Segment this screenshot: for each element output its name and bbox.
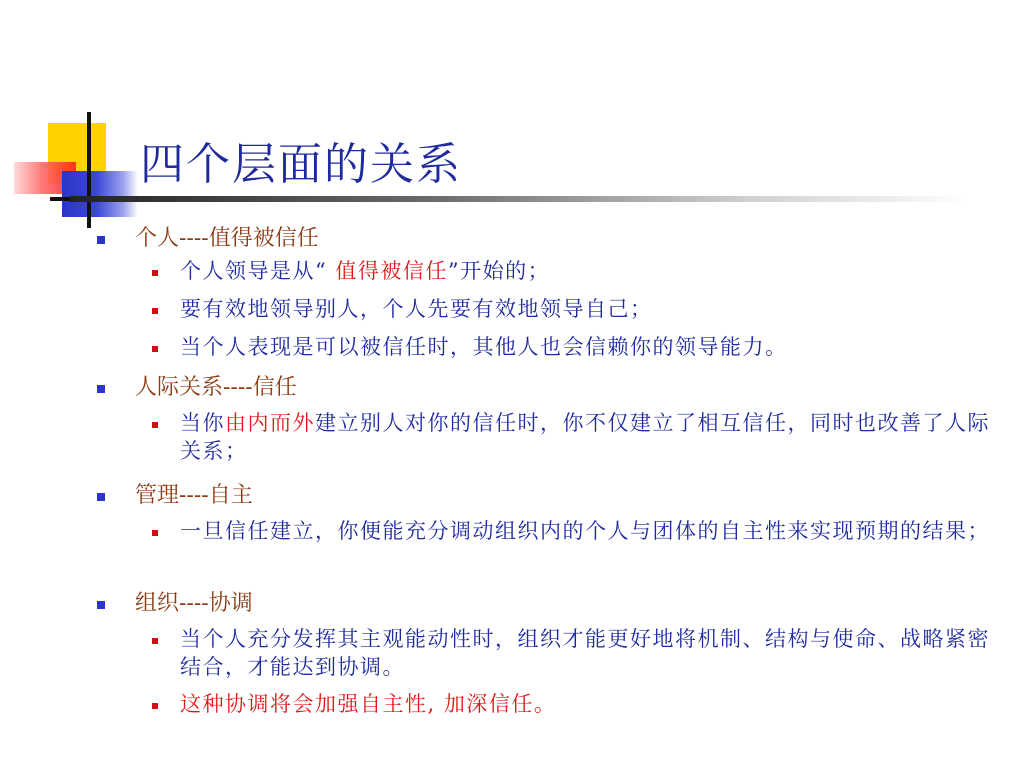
item-text: 建立别人对你的信任时，你不仅建立了相互信任，同时也改善了人际关系； bbox=[180, 411, 990, 463]
section-heading: 管理----自主 bbox=[135, 483, 253, 508]
item-bullet bbox=[152, 422, 158, 428]
item-bullet bbox=[152, 703, 158, 709]
item-bullet bbox=[152, 308, 158, 314]
item-bullet bbox=[152, 270, 158, 276]
item-bullet bbox=[152, 346, 158, 352]
item-text: 当你 bbox=[180, 411, 225, 435]
item-highlight: 值得被信任 bbox=[335, 259, 448, 283]
item-text: 个人领导是从“ bbox=[180, 259, 336, 283]
item-bullet bbox=[152, 638, 158, 644]
section-heading: 人际关系----信任 bbox=[135, 375, 297, 400]
section-bullet bbox=[97, 385, 105, 393]
list-item-highlight: 这种协调将会加强自主性, 加深信任。 bbox=[180, 692, 557, 716]
list-item: 一旦信任建立，你便能充分调动组织内的个人与团体的自主性来实现预期的结果； bbox=[180, 519, 990, 543]
list-item: 要有效地领导别人，个人先要有效地领导自己； bbox=[180, 297, 653, 321]
slide-title: 四个层面的关系 bbox=[140, 139, 462, 190]
list-item: 当个人充分发挥其主观能动性时，组织才能更好地将机制、结构与使命、战略紧密结合，才能达到协调。 bbox=[180, 627, 990, 679]
decor-blue-bar bbox=[62, 171, 138, 217]
section-bullet bbox=[97, 601, 105, 609]
section-heading: 个人----值得被信任 bbox=[135, 226, 319, 251]
title-underline bbox=[70, 196, 970, 202]
section-bullet bbox=[97, 236, 105, 244]
list-item bbox=[180, 409, 990, 465]
item-text: ”开始的； bbox=[447, 259, 551, 283]
section-heading: 组织----协调 bbox=[135, 591, 253, 616]
item-highlight: 由内而外 bbox=[225, 411, 315, 435]
list-item: 当个人表现是可以被信任时，其他人也会信赖你的领导能力。 bbox=[180, 335, 788, 359]
decor-horizontal-line bbox=[50, 197, 72, 201]
decor-vertical-line bbox=[87, 112, 91, 228]
item-bullet bbox=[152, 530, 158, 536]
list-item bbox=[180, 257, 990, 285]
section-bullet bbox=[97, 493, 105, 501]
